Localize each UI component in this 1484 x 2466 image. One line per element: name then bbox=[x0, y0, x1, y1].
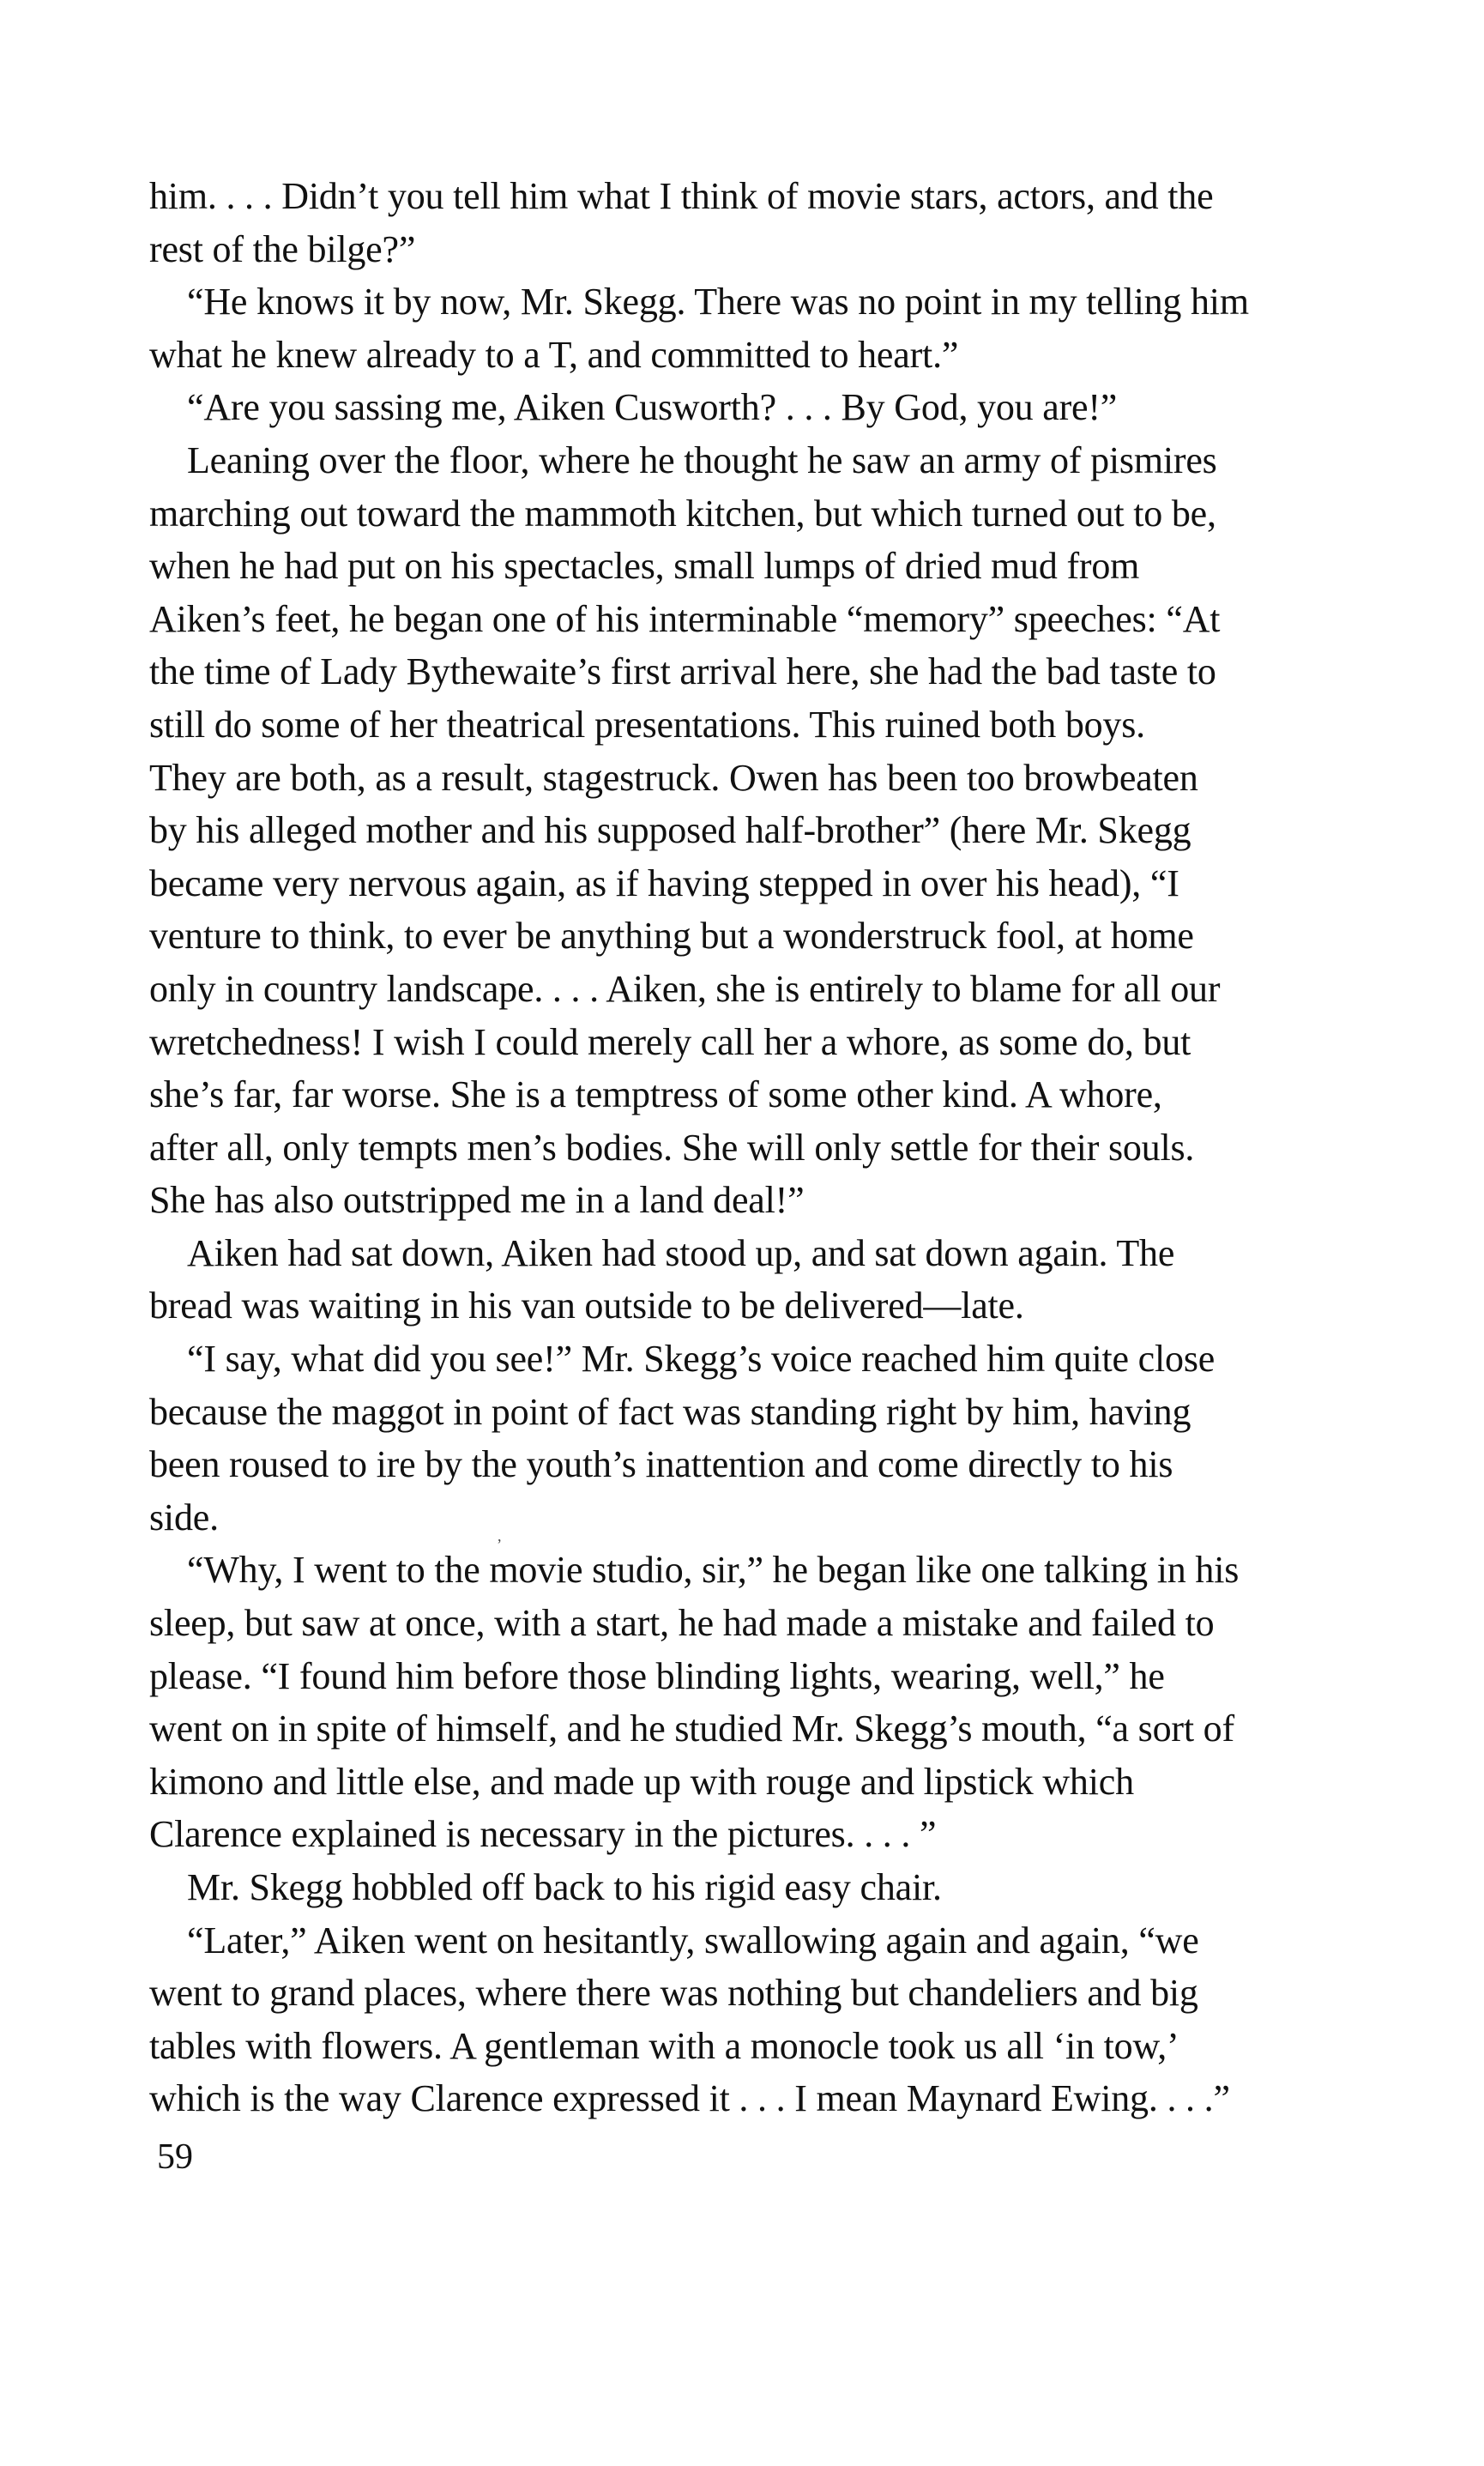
text-line: after all, only tempts men’s bodies. She will only settle for their souls. bbox=[149, 1126, 1195, 1169]
text-line: rest of the bilge?” bbox=[149, 227, 416, 270]
page-number: 59 bbox=[157, 2137, 193, 2177]
body-text bbox=[149, 170, 1350, 2125]
scan-speck: , bbox=[498, 1527, 502, 1544]
text-line: she’s far, far worse. She is a temptress of some other kind. A whore, bbox=[149, 1073, 1162, 1116]
text-line: the time of Lady Bythewaite’s first arrival here, she had the bad taste to bbox=[149, 650, 1216, 693]
text-line: “I say, what did you see!” Mr. Skegg’s voice reached him quite close bbox=[187, 1338, 1216, 1381]
text-line: bread was waiting in his van outside to be delivered—late. bbox=[149, 1284, 1024, 1327]
text-line: They are both, as a result, stagestruck. Owen has been too browbeaten bbox=[149, 756, 1198, 799]
text-line: She has also outstripped me in a land deal!” bbox=[149, 1179, 805, 1222]
text-line: venture to think, to ever be anything but a wonderstruck fool, at home bbox=[149, 915, 1194, 958]
text-line: became very nervous again, as if having stepped in over his head), “I bbox=[149, 861, 1179, 904]
text-line: only in country landscape. . . . Aiken, she is entirely to blame for all our bbox=[149, 967, 1221, 1010]
text-line: side. bbox=[149, 1496, 219, 1538]
text-line: “Why, I went to the movie studio, sir,” he began like one talking in his bbox=[187, 1549, 1240, 1592]
text-line: marching out toward the mammoth kitchen, but which turned out to be, bbox=[149, 492, 1216, 535]
text-line: tables with flowers. A gentleman with a monocle took us all ‘in tow,’ bbox=[149, 2024, 1179, 2067]
text-line: wretchedness! I wish I could merely call her a whore, as some do, but bbox=[149, 1020, 1191, 1063]
text-line: Aiken had sat down, Aiken had stood up, and sat down again. The bbox=[187, 1231, 1175, 1274]
text-line: kimono and little else, and made up with rouge and lipstick which bbox=[149, 1760, 1134, 1803]
text-line: which is the way Clarence expressed it . . . I mean Maynard Ewing. . . .” bbox=[149, 2077, 1230, 2120]
text-line: “Later,” Aiken went on hesitantly, swallowing again and again, “we bbox=[187, 1919, 1199, 1961]
text-line: sleep, but saw at once, with a start, he had made a mistake and failed to bbox=[149, 1602, 1215, 1645]
text-line: Clarence explained is necessary in the pictures. . . . ” bbox=[149, 1813, 937, 1856]
text-line: Aiken’s feet, he began one of his interminable “memory” speeches: “At bbox=[149, 597, 1221, 640]
text-line: him. . . . Didn’t you tell him what I think of movie stars, actors, and the bbox=[149, 175, 1214, 217]
text-line: when he had put on his spectacles, small lumps of dried mud from bbox=[149, 545, 1140, 588]
text-line: “Are you sassing me, Aiken Cusworth? . . . By God, you are!” bbox=[187, 386, 1118, 429]
text-line: because the maggot in point of fact was standing right by him, having bbox=[149, 1390, 1191, 1433]
text-line: “He knows it by now, Mr. Skegg. There was no point in my telling him bbox=[187, 281, 1249, 323]
text-line: please. “I found him before those blinding lights, wearing, well,” he bbox=[149, 1654, 1165, 1697]
text-line: by his alleged mother and his supposed half-brother” (here Mr. Skegg bbox=[149, 809, 1191, 852]
text-line: Leaning over the floor, where he thought he saw an army of pismires bbox=[187, 438, 1217, 481]
text-line: went on in spite of himself, and he studied Mr. Skegg’s mouth, “a sort of bbox=[149, 1707, 1234, 1750]
text-line: still do some of her theatrical presentations. This ruined both boys. bbox=[149, 703, 1145, 746]
text-line: what he knew already to a T, and committed to heart.” bbox=[149, 333, 959, 376]
text-line: went to grand places, where there was nothing but chandeliers and big bbox=[149, 1972, 1198, 2015]
text-line: been roused to ire by the youth’s inattention and come directly to his bbox=[149, 1443, 1173, 1486]
text-line: Mr. Skegg hobbled off back to his rigid easy chair. bbox=[187, 1866, 942, 1908]
